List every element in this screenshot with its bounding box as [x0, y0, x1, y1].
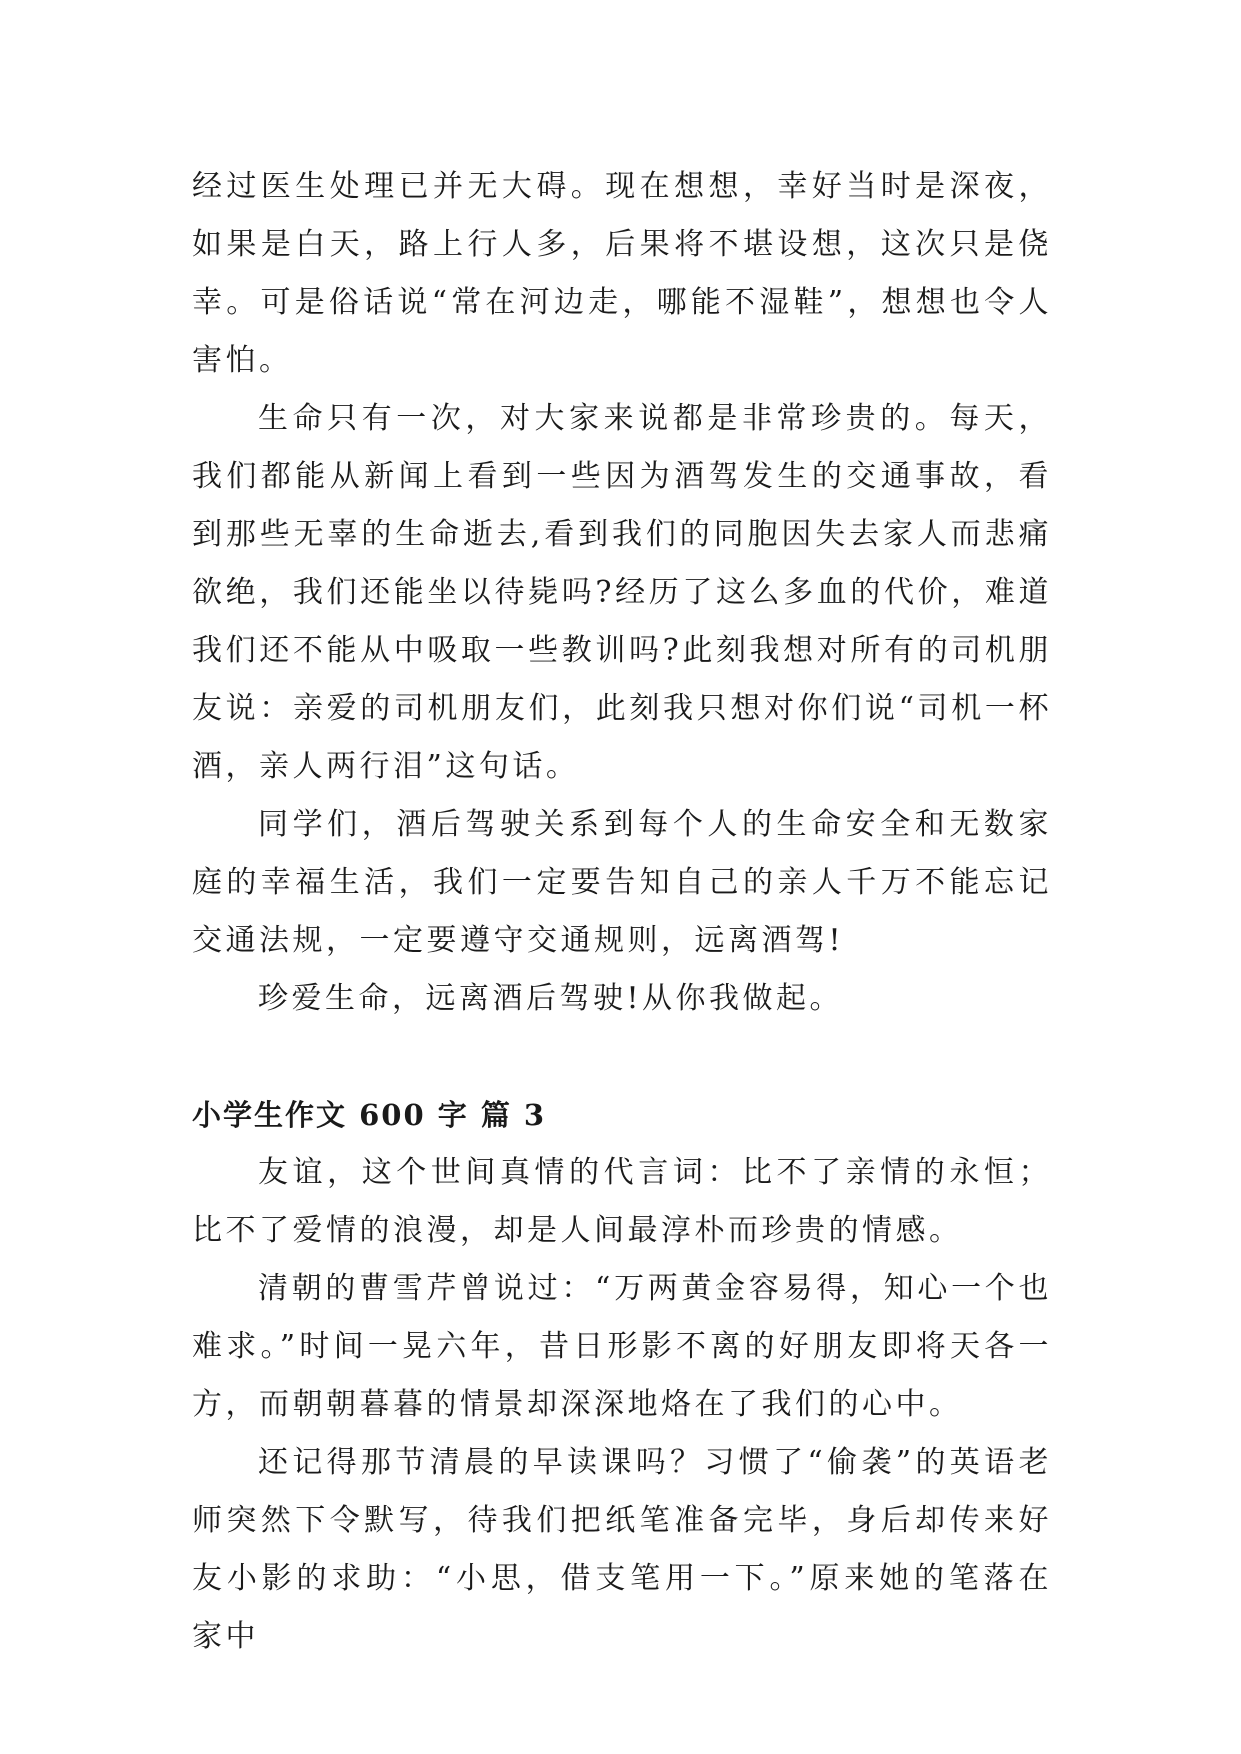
paragraph: 还记得那节清晨的早读课吗？习惯了“偷袭”的英语老师突然下令默写，待我们把纸笔准备完毕，身后却传来好友小影的求助：“小思，借支笔用一下。”原来她的笔落在家中: [192, 1445, 1052, 1654]
section-heading: 小学生作文 600 字 篇 3: [192, 1098, 547, 1132]
paragraph: 清朝的曹雪芹曾说过：“万两黄金容易得，知心一个也难求。”时间一晃六年，昔日形影不离的好朋友即将天各一方，而朝朝暮暮的情景却深深地烙在了我们的心中。: [192, 1271, 1052, 1422]
document-page: [192, 158, 1052, 1666]
paragraph: 经过医生处理已并无大碍。现在想想，幸好当时是深夜，如果是白天，路上行人多，后果将不堪设想，这次只是侥幸。可是俗话说“常在河边走，哪能不湿鞋”，想想也令人害怕。: [192, 169, 1052, 378]
paragraph: 友谊，这个世间真情的代言词：比不了亲情的永恒；比不了爱情的浪漫，却是人间最淳朴而珍贵的情感。: [192, 1155, 1052, 1248]
paragraph: 生命只有一次，对大家来说都是非常珍贵的。每天，我们都能从新闻上看到一些因为酒驾发生的交通事故，看到那些无辜的生命逝去,看到我们的同胞因失去家人而悲痛欲绝，我们还能坐以待毙吗?经历了这么多血的代价，难道我们还不能从中吸取一些教训吗?此刻我想对所有的司机朋友说：亲爱的司机朋友们，此刻我只想对你们说“司机一杯酒，亲人两行泪”这句话。: [192, 401, 1052, 784]
paragraph: 同学们，酒后驾驶关系到每个人的生命安全和无数家庭的幸福生活，我们一定要告知自己的亲人千万不能忘记交通法规，一定要遵守交通规则，远离酒驾!: [192, 807, 1052, 958]
paragraph: 珍爱生命，远离酒后驾驶!从你我做起。: [258, 981, 844, 1016]
